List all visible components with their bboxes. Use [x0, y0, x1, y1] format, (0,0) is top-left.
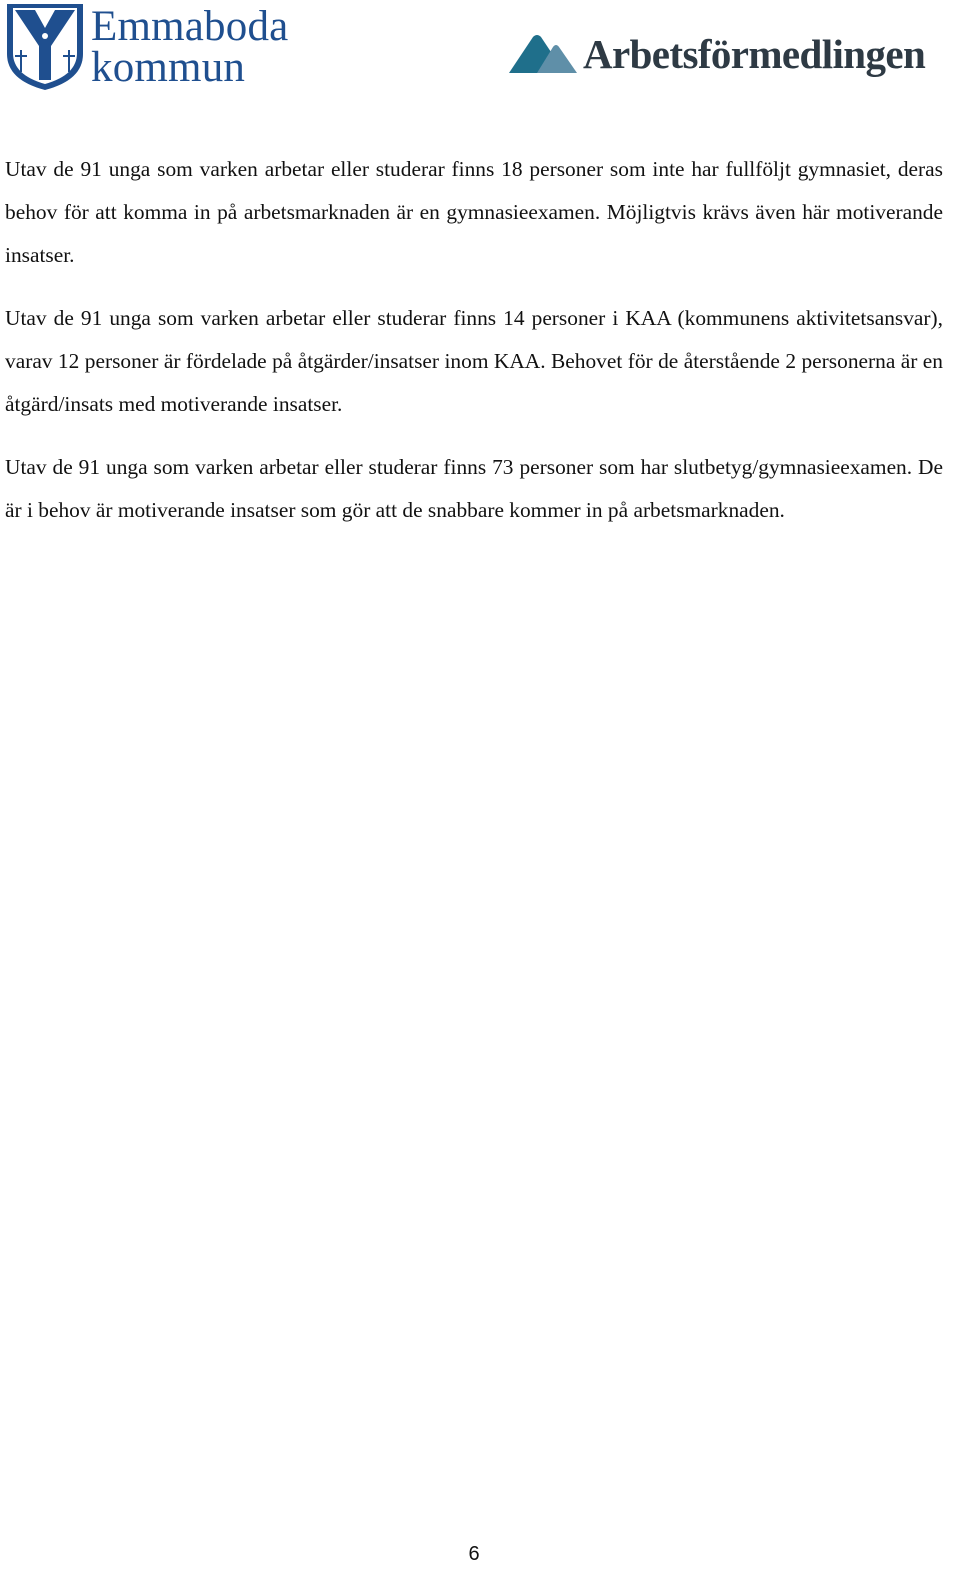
- paragraph-2: Utav de 91 unga som varken arbetar eller studerar finns 14 personer i KAA (kommunens aktivitetsansvar), varav 12 personer är fördelade på åtgärder/insatser inom KAA. Behovet för de återstående 2 personerna är en åtgärd/insats med motiverande insatser.: [5, 306, 943, 416]
- page-header: [0, 0, 960, 100]
- emmaboda-wordmark: [91, 3, 289, 91]
- emmaboda-name: Emmaboda: [91, 3, 289, 50]
- arbetsformedlingen-logo: [507, 28, 925, 80]
- emmaboda-logo: [5, 2, 288, 92]
- emmaboda-kommun: kommun: [91, 44, 246, 91]
- paragraph-1: Utav de 91 unga som varken arbetar eller studerar finns 18 personer som inte har fullföljt gymnasiet, deras behov för att komma in på arbetsmarknaden är en gymnasieexamen. Möjligtvis krävs även här motiverande insatser.: [5, 157, 943, 267]
- arbetsformedlingen-wordmark: Arbetsförmedlingen: [583, 31, 926, 77]
- document-body: [5, 148, 943, 552]
- arbetsformedlingen-mark-icon: [507, 33, 579, 75]
- emmaboda-shield-icon: [5, 2, 85, 92]
- paragraph-3: Utav de 91 unga som varken arbetar eller studerar finns 73 personer som har slutbetyg/gymnasieexamen. De är i behov är motiverande insatser som gör att de snabbare kommer in på arbetsmarknaden.: [5, 455, 943, 522]
- page-number: 6: [468, 1543, 480, 1565]
